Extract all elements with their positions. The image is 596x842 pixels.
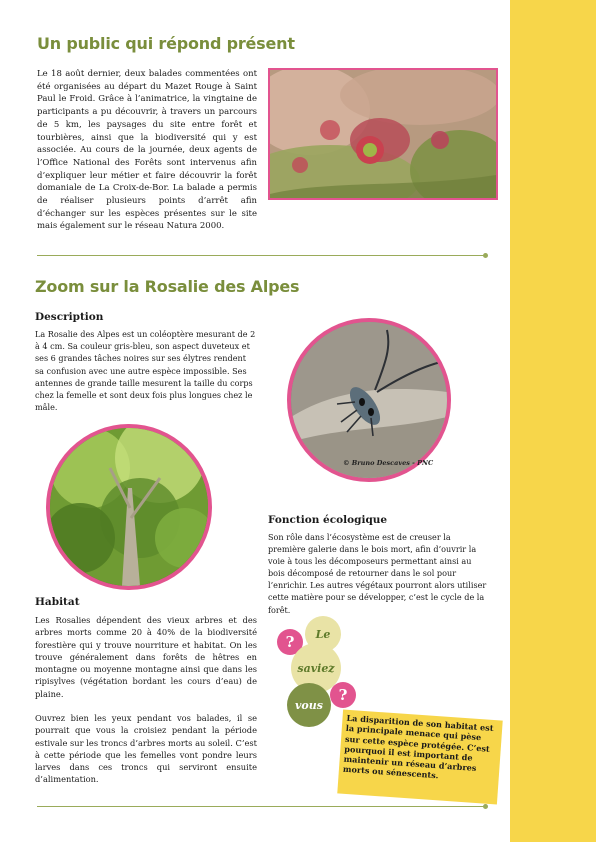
section-divider (37, 255, 485, 256)
bubble-vous: vous (287, 683, 331, 727)
bottom-divider (37, 806, 485, 807)
fact-box (337, 710, 502, 805)
habitat-paragraph-2: Ouvrez bien les yeux pendant vos balades, il se pourrait que vous la croisiez pendant la période estivale sur les troncs d’arbres morts au soleil. C’est à cette période que les femelles vont pondre leurs larves dans ces troncs qui serviront ensuite d’alimentation. (35, 713, 257, 785)
habitat-paragraph-1: Les Rosalies dépendent des vieux arbres et des arbres morts comme 20 à 40% de la biodiversité forestière qui y trouve nourriture et habitat. On les trouve généralement dans forêts de hêtres en montagne ou moyenne montagne ainsi que dans les ripisylves (végétation bordant les cours d’eau) de plaine. (35, 615, 257, 699)
habitat-heading: Habitat (35, 596, 80, 608)
question-mark-icon-2: ? (330, 682, 356, 708)
section-title-rosalie: Zoom sur la Rosalie des Alpes (35, 277, 300, 296)
ecological-heading: Fonction écologique (268, 514, 388, 526)
ecological-paragraph: Son rôle dans l’écosystème est de creuser la première galerie dans le bois mort, afin d’ouvrir la voie à tous les décomposeurs permettant ainsi au bois décomposé de retourner dans le sol pour l’enrichir. Les autres végétaux pourront alors utiliser cette matière pour se développer, c’est le cycle de la forêt. (268, 532, 487, 615)
side-band (510, 0, 596, 842)
description-paragraph: La Rosalie des Alpes est un coléoptère mesurant de 2 à 4 cm. Sa couleur gris-bleu, son aspect duveteux et ses 6 grandes tâches noires sur ses élytres rendent sa confusion avec une autre espèce impossible. Ses antennes de grande taille mesurent la taille du corps chez la femelle et sont deux fois plus longues chez le mâle. (35, 329, 256, 413)
public-paragraph: Le 18 août dernier, deux balades commentées ont été organisées au départ du Mazet Rouge à Saint Paul le Froid. Grâce à l’animatrice, la vingtaine de participants a pu découvrir, à travers un parcours de 5 km, les paysages du site entre forêt et tourbières, ainsi que la biodiversité qui y est associée. Au cours de la journée, deux agents de l’Office National des Forêts sont intervenus afin d’expliquer leur métier et faire découvrir la forêt domaniale de La Croix-de-Bor. La balade a permis de réaliser plusieurs points d’arrêt afin d’échanger sur les espèces présentes sur le site mais également sur le réseau Natura 2000. (37, 69, 257, 232)
section-title-public: Un public qui répond présent (37, 34, 295, 53)
fact-box-text: La disparition de son habitat est la principale menace qui pèse sur cette espèce protégée. C’est pourquoi il est important de maintenir un réseau d’arbres morts ou sénescents. (342, 712, 494, 781)
sundew-photo (268, 68, 498, 200)
photo-credit: © Bruno Descaves - PNC (343, 459, 434, 467)
question-mark-icon: ? (277, 629, 303, 655)
forest-photo (46, 424, 212, 590)
bubble-saviez: saviez (291, 643, 341, 693)
sundew-illustration (270, 70, 496, 198)
rosalia-beetle-illustration (291, 322, 447, 478)
bubble-le: Le (305, 616, 341, 652)
description-heading: Description (35, 311, 104, 323)
beetle-photo (287, 318, 451, 482)
forest-canopy-illustration (50, 428, 208, 586)
